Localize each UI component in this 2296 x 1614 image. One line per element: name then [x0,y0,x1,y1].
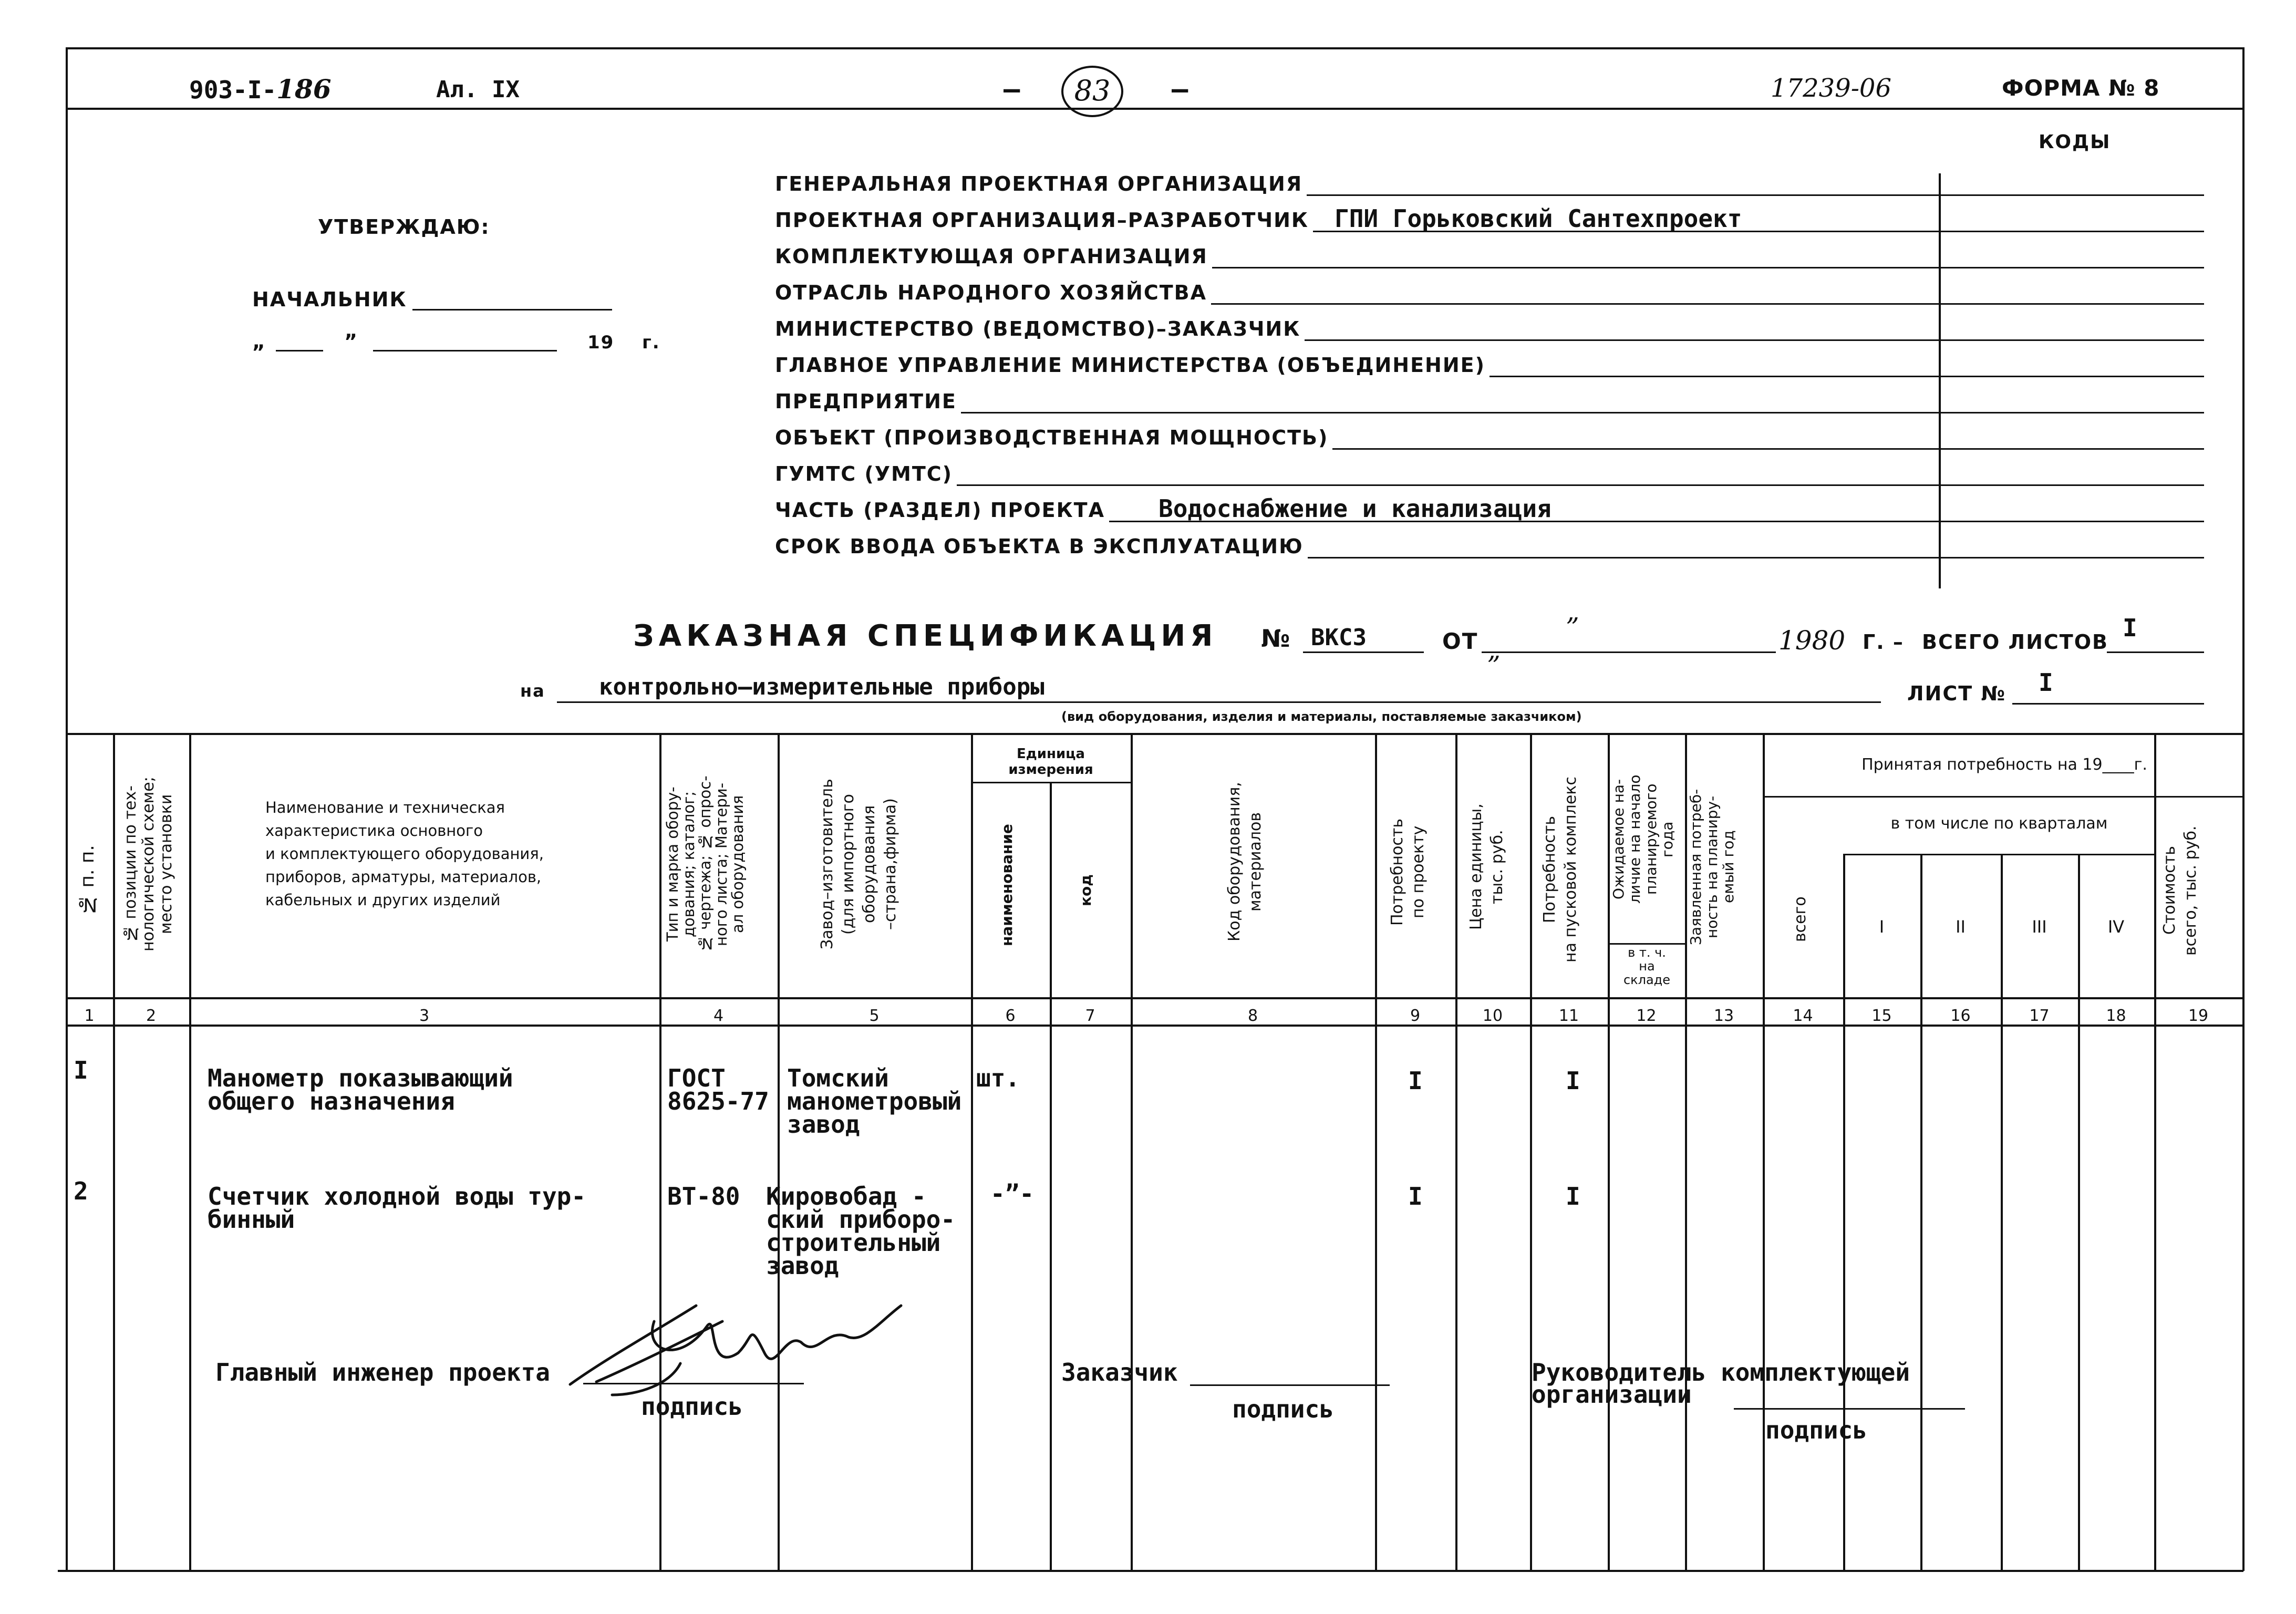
chief-engineer-label: Главный инженер проекта [215,1358,550,1387]
row-maker: Кировобад - ский приборо- строительный завод [766,1182,956,1280]
spec-num-label: № [1261,624,1291,653]
spec-total-line [2107,651,2204,653]
th-q3: III [2032,917,2047,937]
colnum: 5 [869,1007,880,1025]
col-divider [1763,733,1765,1571]
head-label-line2: организации [1532,1380,1692,1409]
codes-label: КОДЫ [2039,131,2111,153]
th-unit-name: наименование [998,824,1016,947]
row-start: I [1566,1182,1580,1210]
spec-from-line [1482,651,1776,653]
org-field-line [1307,194,2204,196]
spec-sheet-value: I [2039,668,2053,697]
th-equip-code: Код оборудования, материалов [1225,782,1265,942]
org-field-label: ГЕНЕРАЛЬНАЯ ПРОЕКТНАЯ ОРГАНИЗАЦИЯ [775,172,1303,195]
org-field-label: ГЛАВНОЕ УПРАВЛЕНИЕ МИНИСТЕРСТВА (ОБЪЕДИНЕНИЕ) [775,354,1485,377]
project-code [189,74,332,105]
org-field-line [961,412,2204,413]
approve-chief-line [412,309,612,311]
customer-sign-caption: подпись [1232,1395,1334,1423]
col-divider [2001,854,2003,1571]
spec-sheet-line [2012,703,2204,705]
frame-right [2242,47,2245,1571]
frame-bottom [58,1570,2243,1572]
th-accepted: Принятая потребность на 19____г. [1861,756,2147,774]
col-divider [1455,733,1457,1571]
org-field-label: КОМПЛЕКТУЮЩАЯ ОРГАНИЗАЦИЯ [775,245,1208,268]
table-top [66,733,2243,735]
row-need: I [1408,1067,1423,1095]
colnum: 12 [1636,1007,1657,1025]
approve-year-suffix: г. [642,332,660,353]
org-field-label: ЧАСТЬ (РАЗДЕЛ) ПРОЕКТА [775,499,1105,522]
colnum: 18 [2106,1007,2126,1025]
accepted-line [1763,796,2243,798]
colnum: 6 [1005,1007,1016,1025]
spec-from-quote2: ” [1487,650,1501,681]
handwritten-signature [565,1290,912,1400]
spec-from-label: ОТ [1442,628,1478,654]
row-num: 2 [74,1177,88,1205]
org-field-label: СРОК ВВОДА ОБЪЕКТА В ЭКСПЛУАТАЦИЮ [775,535,1304,558]
org-field-label: ОБЪЕКТ (ПРОИЗВОДСТВЕННАЯ МОЩНОСТЬ) [775,426,1329,449]
page-prefix: – [1004,74,1020,105]
org-field-line [1212,267,2204,268]
colnum: 4 [713,1007,724,1025]
th-position: № позиции по тех- нологической схеме; место установки [121,777,175,952]
th-total: всего [1791,896,1809,943]
header-strip-bottom [66,108,2243,110]
col-divider [113,733,115,1571]
colnum: 8 [1247,1007,1258,1025]
row-name: Счетчик холодной воды тур- бинный [208,1182,586,1234]
spec-year-suffix: Г. – [1863,630,1904,654]
colnum: 19 [2188,1007,2209,1025]
th-declared: Заявленная потреб- ность на планиру- емый год [1687,789,1737,945]
th-q1: I [1879,917,1885,937]
th-need-project: Потребность по проекту [1388,819,1428,926]
col-divider [971,733,973,1571]
row-name: Манометр показывающий общего назначения [208,1064,513,1115]
col-divider [1131,733,1133,1571]
org-field-line [1109,521,2204,522]
page-suffix: – [1172,74,1188,105]
page-number-circle [1061,66,1123,117]
org-field-line [1308,557,2204,558]
project-code-prefix: 903-I- [189,76,277,104]
colnum: 11 [1558,1007,1579,1025]
col-divider [1375,733,1377,1571]
row-unit: шт. [976,1064,1020,1092]
head-sign-caption: подпись [1765,1416,1867,1444]
org-field-label: ПРЕДПРИЯТИЕ [775,390,957,413]
col-divider [778,733,780,1571]
spec-title: ЗАКАЗНАЯ СПЕЦИФИКАЦИЯ [633,619,1218,653]
colnum: 13 [1713,1007,1734,1025]
page-number: 83 [1074,74,1111,107]
th-q2: II [1956,917,1966,937]
spec-total-label: ВСЕГО ЛИСТОВ [1922,630,2108,654]
approve-day-line [276,350,323,351]
th-num: № п. п. [77,845,98,915]
th-quarters: в том числе по кварталам [1890,814,2108,833]
colnum: 7 [1085,1007,1095,1025]
col-divider [2078,854,2080,1571]
col-divider [189,733,191,1571]
approve-month-line [373,350,557,351]
colnum: 14 [1793,1007,1813,1025]
quarters-line [1843,854,2154,855]
row-start: I [1566,1067,1580,1095]
colnum: 10 [1482,1007,1503,1025]
header-bottom-line [66,997,2243,999]
col-divider [1843,854,1845,1571]
col-divider [659,733,661,1571]
th-unit-group: Единица измерения [1008,746,1093,778]
th-cost: Стоимость всего, тыс. руб. [2160,825,2200,956]
colnum: 1 [84,1007,95,1025]
spec-sheet-label: ЛИСТ № [1907,682,2007,705]
th-q4: IV [2107,917,2125,937]
approve-date-open: „ [252,330,266,353]
row-type: ВТ-80 [667,1182,740,1210]
org-field-line [1305,339,2204,341]
album-label: Ал. IX [436,76,520,103]
col-divider [1530,733,1532,1571]
org-field-line [957,484,2204,486]
spec-on-label: на [520,681,545,701]
col-divider [1920,854,1922,1571]
customer-label: Заказчик [1061,1358,1178,1387]
project-code-hand: 186 [276,74,332,105]
approve-title: УТВЕРЖДАЮ: [318,215,490,239]
form-number: ФОРМА № 8 [2002,75,2160,101]
row-maker: Томский манометровый завод [787,1064,962,1139]
row-unit: -”- [990,1180,1035,1208]
colnum: 2 [146,1007,157,1025]
colnum: 15 [1871,1007,1892,1025]
frame-left [66,47,68,1571]
th-expected: Ожидаемое на- личие на начало планируемого года [1610,774,1676,904]
colnum: 3 [419,1007,430,1025]
spec-year-value: 1980 [1778,625,1846,656]
doc-number: 17239-06 [1771,74,1891,103]
org-field-label: МИНИСТЕРСТВО (ВЕДОМСТВО)–ЗАКАЗЧИК [775,317,1301,340]
spec-on-value: контрольно–измерительные приборы [599,674,1044,700]
th-in-stock: в т. ч. на складе [1623,945,1671,987]
th-name: Наименование и техническая характеристика основного и комплектующего оборудования, приборов, арматуры, материалов, кабельных и других изделий [265,799,544,909]
org-field-line [1332,448,2204,450]
unit-group-line [971,782,1131,783]
org-field-line [1313,231,2204,232]
head-sign-line [1734,1408,1965,1410]
th-need-start: Потребность на пусковой комплекс [1540,777,1580,963]
org-field-label: ОТРАСЛЬ НАРОДНОГО ХОЗЯЙСТВА [775,281,1207,304]
col-divider [1050,782,1052,1571]
row-num: I [74,1056,88,1084]
org-field-value: Водоснабжение и канализация [1159,494,1552,523]
org-field-value: ГПИ Горьковский Сантехпроект [1335,204,1742,233]
chief-engineer-sign-caption: подпись [641,1392,743,1421]
col-divider [2154,733,2156,1571]
frame-top [66,47,2243,49]
org-field-line [1490,376,2204,377]
row-need: I [1408,1182,1423,1210]
org-field-line [1211,303,2204,305]
th-unit-code: код [1077,874,1094,907]
customer-sign-line [1190,1384,1390,1386]
colnum: 17 [2029,1007,2050,1025]
spec-on-line [557,701,1881,703]
spec-num-line [1303,651,1424,653]
approve-date-close: ” [344,330,358,353]
colnum: 9 [1410,1007,1421,1025]
row-type: ГОСТ 8625-77 [667,1064,769,1115]
approve-year: 19 [587,332,615,353]
c12-split-line [1608,943,1685,945]
th-maker: Завод–изготовитель (для импортного оборудования –страна,фирма) [818,779,899,950]
spec-caption: (вид оборудования, изделия и материалы, поставляемые заказчиком) [1061,709,1582,724]
codes-divider [1939,173,1941,588]
approve-chief-label: НАЧАЛЬНИК [252,288,407,311]
spec-total-value: I [2123,614,2137,642]
head-label-line1: Руководитель комплектующей [1532,1358,1910,1387]
colnum: 16 [1950,1007,1971,1025]
spec-num-value: ВКСЗ [1311,624,1367,651]
th-price: Цена единицы, тыс. руб. [1467,803,1506,930]
org-field-label: ПРОЕКТНАЯ ОРГАНИЗАЦИЯ–РАЗРАБОТЧИК [775,209,1309,232]
th-type: Тип и марка обору- дования; каталог; № чертежа; № опрос- ного листа; Матери- ал оборудования [664,775,747,953]
org-field-label: ГУМТС (УМТС) [775,462,953,485]
spec-from-quote1: ” [1566,612,1579,643]
